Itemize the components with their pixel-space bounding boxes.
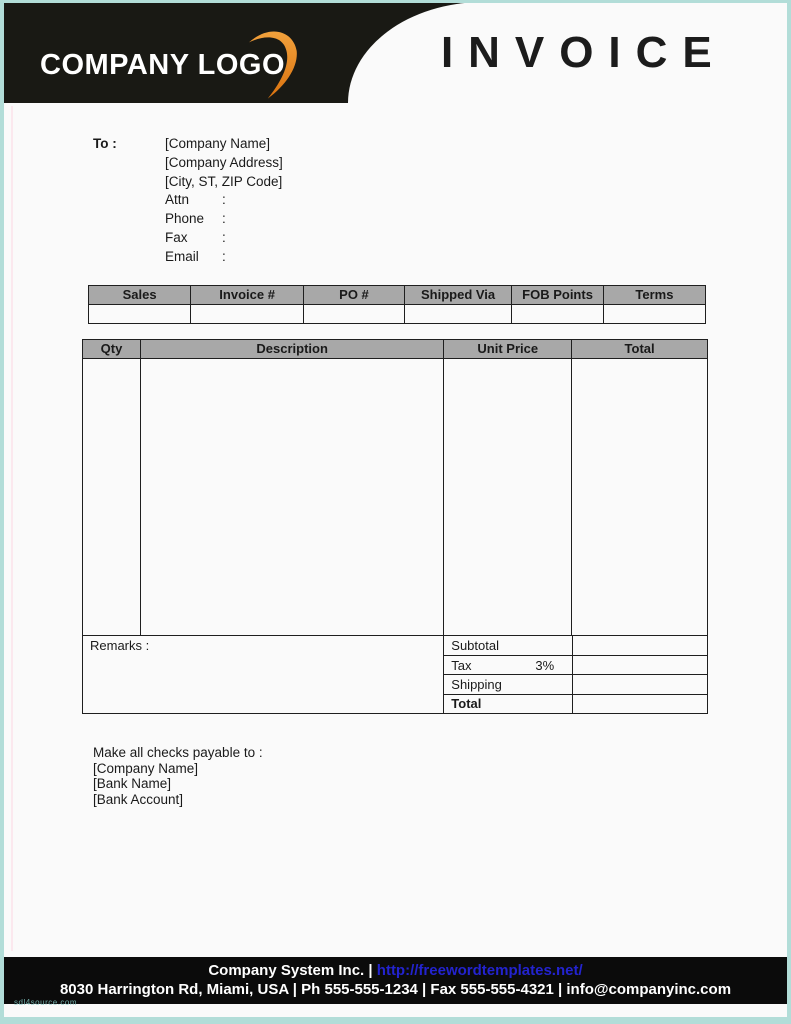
totals-rows xyxy=(444,636,707,713)
recipient-field-attn xyxy=(165,191,283,210)
recipient-company-address: [Company Address] xyxy=(165,154,283,170)
footer-company: Company System Inc. xyxy=(208,962,365,979)
recipient-field-phone xyxy=(165,210,283,229)
items-header-unit-price: Unit Price xyxy=(444,340,572,358)
email-label: Email xyxy=(165,248,199,264)
tax-rate: 3% xyxy=(535,657,555,673)
footer-line-1 xyxy=(4,961,787,980)
order-header-sales: Sales xyxy=(89,286,191,304)
shipping-row xyxy=(444,674,707,693)
line-items-header-row xyxy=(83,340,707,358)
phone-label: Phone xyxy=(165,211,205,227)
fax-label: Fax xyxy=(165,229,188,245)
fax-colon: : xyxy=(222,229,226,245)
total-label: Total xyxy=(451,696,482,712)
order-value-shipped-via xyxy=(405,304,512,323)
payable-heading: Make all checks payable to : xyxy=(93,745,263,760)
subtotal-row xyxy=(444,636,707,655)
order-header-shipped-via: Shipped Via xyxy=(405,286,512,304)
recipient-company-name: [Company Name] xyxy=(165,136,271,151)
footer-website-link[interactable]: http://freewordtemplates.net/ xyxy=(376,962,583,979)
items-body-total-column xyxy=(572,358,707,635)
shipping-label: Shipping xyxy=(451,676,502,692)
order-value-sales xyxy=(89,304,191,323)
shipping-value xyxy=(572,675,707,693)
subtotal-value xyxy=(572,636,707,655)
invoice-title: INVOICE xyxy=(441,27,727,77)
footer-contact-line: 8030 Harrington Rd, Miami, USA | Ph 555-555-1234 | Fax 555-555-4321 | info@companyinc.com xyxy=(59,981,732,998)
items-header-total: Total xyxy=(624,341,655,356)
line-items-body xyxy=(83,358,707,635)
totals-section xyxy=(83,635,707,713)
footer-bar xyxy=(4,957,787,1004)
recipient-city-line: [City, ST, ZIP Code] xyxy=(165,173,283,189)
email-colon: : xyxy=(222,248,226,264)
recipient-field-fax xyxy=(165,229,283,248)
company-logo-text: COMPANY LOGO xyxy=(40,49,285,81)
header-bar xyxy=(4,2,787,103)
payable-bank-account: [Bank Account] xyxy=(93,791,184,807)
items-body-qty-column xyxy=(83,358,141,635)
payable-section xyxy=(93,745,263,807)
order-header-terms: Terms xyxy=(635,287,674,302)
order-info-value-row xyxy=(89,304,705,323)
order-info-header-row xyxy=(89,286,705,304)
attn-colon: : xyxy=(222,192,226,208)
payable-company-name: [Company Name] xyxy=(93,760,199,776)
remarks-cell: Remarks : xyxy=(83,636,444,713)
items-body-unit-price-column xyxy=(444,358,572,635)
order-info-table xyxy=(88,285,706,324)
items-header-description: Description xyxy=(141,340,444,358)
recipient-section xyxy=(93,135,283,267)
order-header-po-number: PO # xyxy=(304,286,405,304)
order-header-fob-points: FOB Points xyxy=(512,286,604,304)
items-header-qty: Qty xyxy=(83,340,141,358)
phone-colon: : xyxy=(222,211,226,227)
tax-label: Tax xyxy=(451,657,472,673)
footer-divider: | xyxy=(368,962,373,979)
subtotal-label: Subtotal xyxy=(451,638,499,654)
items-body-description-column xyxy=(141,358,444,635)
order-value-terms xyxy=(604,304,705,323)
to-label: To : xyxy=(93,136,117,151)
total-row xyxy=(444,694,707,713)
order-value-invoice-number xyxy=(191,304,304,323)
payable-bank-name: [Bank Name] xyxy=(93,776,172,792)
scan-artifact-line xyxy=(11,106,13,951)
order-header-invoice-number: Invoice # xyxy=(191,286,304,304)
header-curve xyxy=(348,2,787,103)
order-value-fob-points xyxy=(512,304,604,323)
line-items-table xyxy=(82,339,708,714)
order-value-po-number xyxy=(304,304,405,323)
attn-label: Attn xyxy=(165,192,190,208)
total-value xyxy=(572,695,707,713)
tax-value xyxy=(572,656,707,674)
watermark-text: sdl4source.com xyxy=(14,998,78,1007)
logo-swoosh-icon xyxy=(241,22,303,102)
tax-row xyxy=(444,655,707,674)
recipient-field-email xyxy=(165,248,283,267)
